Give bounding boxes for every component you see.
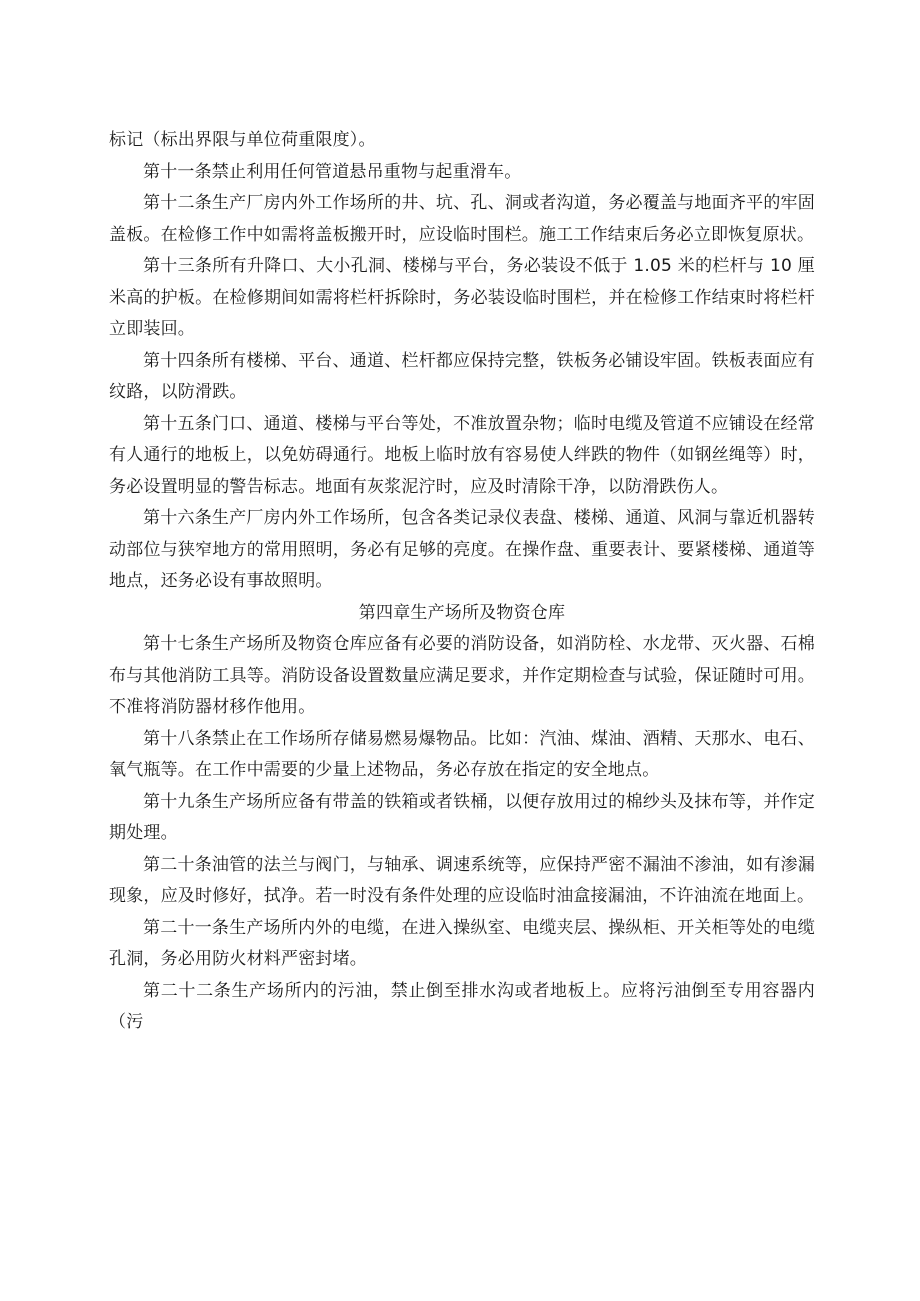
article-19: 第十九条生产场所应备有带盖的铁箱或者铁桶，以便存放用过的棉纱头及抹布等，并作定期处理。 (109, 791, 815, 843)
paragraph-continuation: 标记（标出界限与单位荷重限度）。 (109, 130, 376, 150)
article-20: 第二十条油管的法兰与阀门，与轴承、调速系统等，应保持严密不漏油不渗油，如有渗漏现象，应及时修好，拭净。若一时没有条件处理的应设临时油盒接漏油，不许油流在地面上。 (109, 854, 815, 906)
article-13: 第十三条所有升降口、大小孔洞、楼梯与平台，务必装设不低于 1.05 米的栏杆与 10 厘米高的护板。在检修期间如需将栏杆拆除时，务必装设临时围栏，并在检修工作结束时将栏杆立即装回。 (109, 256, 815, 339)
article-11: 第十一条禁止利用任何管道悬吊重物与起重滑车。 (143, 161, 522, 182)
chapter-heading: 第四章生产场所及物资仓库 (358, 602, 566, 623)
article-18: 第十八条禁止在工作场所存储易燃易爆物品。比如：汽油、煤油、酒精、天那水、电石、氧气瓶等。在工作中需要的少量上述物品，务必存放在指定的安全地点。 (109, 728, 815, 780)
document-body (109, 125, 815, 1039)
article-17: 第十七条生产场所及物资仓库应备有必要的消防设备，如消防栓、水龙带、灭火器、石棉布与其他消防工具等。消防设备设置数量应满足要求，并作定期检查与试验，保证随时可用。不准将消防器材移作他用。 (109, 634, 815, 717)
article-12: 第十二条生产厂房内外工作场所的井、坑、孔、洞或者沟道，务必覆盖与地面齐平的牢固盖板。在检修工作中如需将盖板搬开时，应设临时围栏。施工工作结束后务必立即恢复原状。 (109, 193, 815, 245)
article-14: 第十四条所有楼梯、平台、通道、栏杆都应保持完整，铁板务必铺设牢固。铁板表面应有纹路，以防滑跌。 (109, 350, 815, 402)
article-22: 第二十二条生产场所内的污油，禁止倒至排水沟或者地板上。应将污油倒至专用容器内（污 (109, 980, 815, 1032)
article-16: 第十六条生产厂房内外工作场所，包含各类记录仪表盘、楼梯、通道、风洞与靠近机器转动部位与狭窄地方的常用照明，务必有足够的亮度。在操作盘、重要表计、要紧楼梯、通道等地点，还务必设有事故照明。 (109, 508, 815, 591)
article-15: 第十五条门口、通道、楼梯与平台等处，不准放置杂物；临时电缆及管道不应铺设在经常有人通行的地板上，以免妨碍通行。地板上临时放有容易使人绊跌的物件（如钢丝绳等）时，务必设置明显的警告标志。地面有灰浆泥泞时，应及时清除干净，以防滑跌伤人。 (109, 413, 815, 497)
article-21: 第二十一条生产场所内外的电缆，在进入操纵室、电缆夹层、操纵柜、开关柜等处的电缆孔洞，务必用防火材料严密封堵。 (109, 917, 815, 969)
